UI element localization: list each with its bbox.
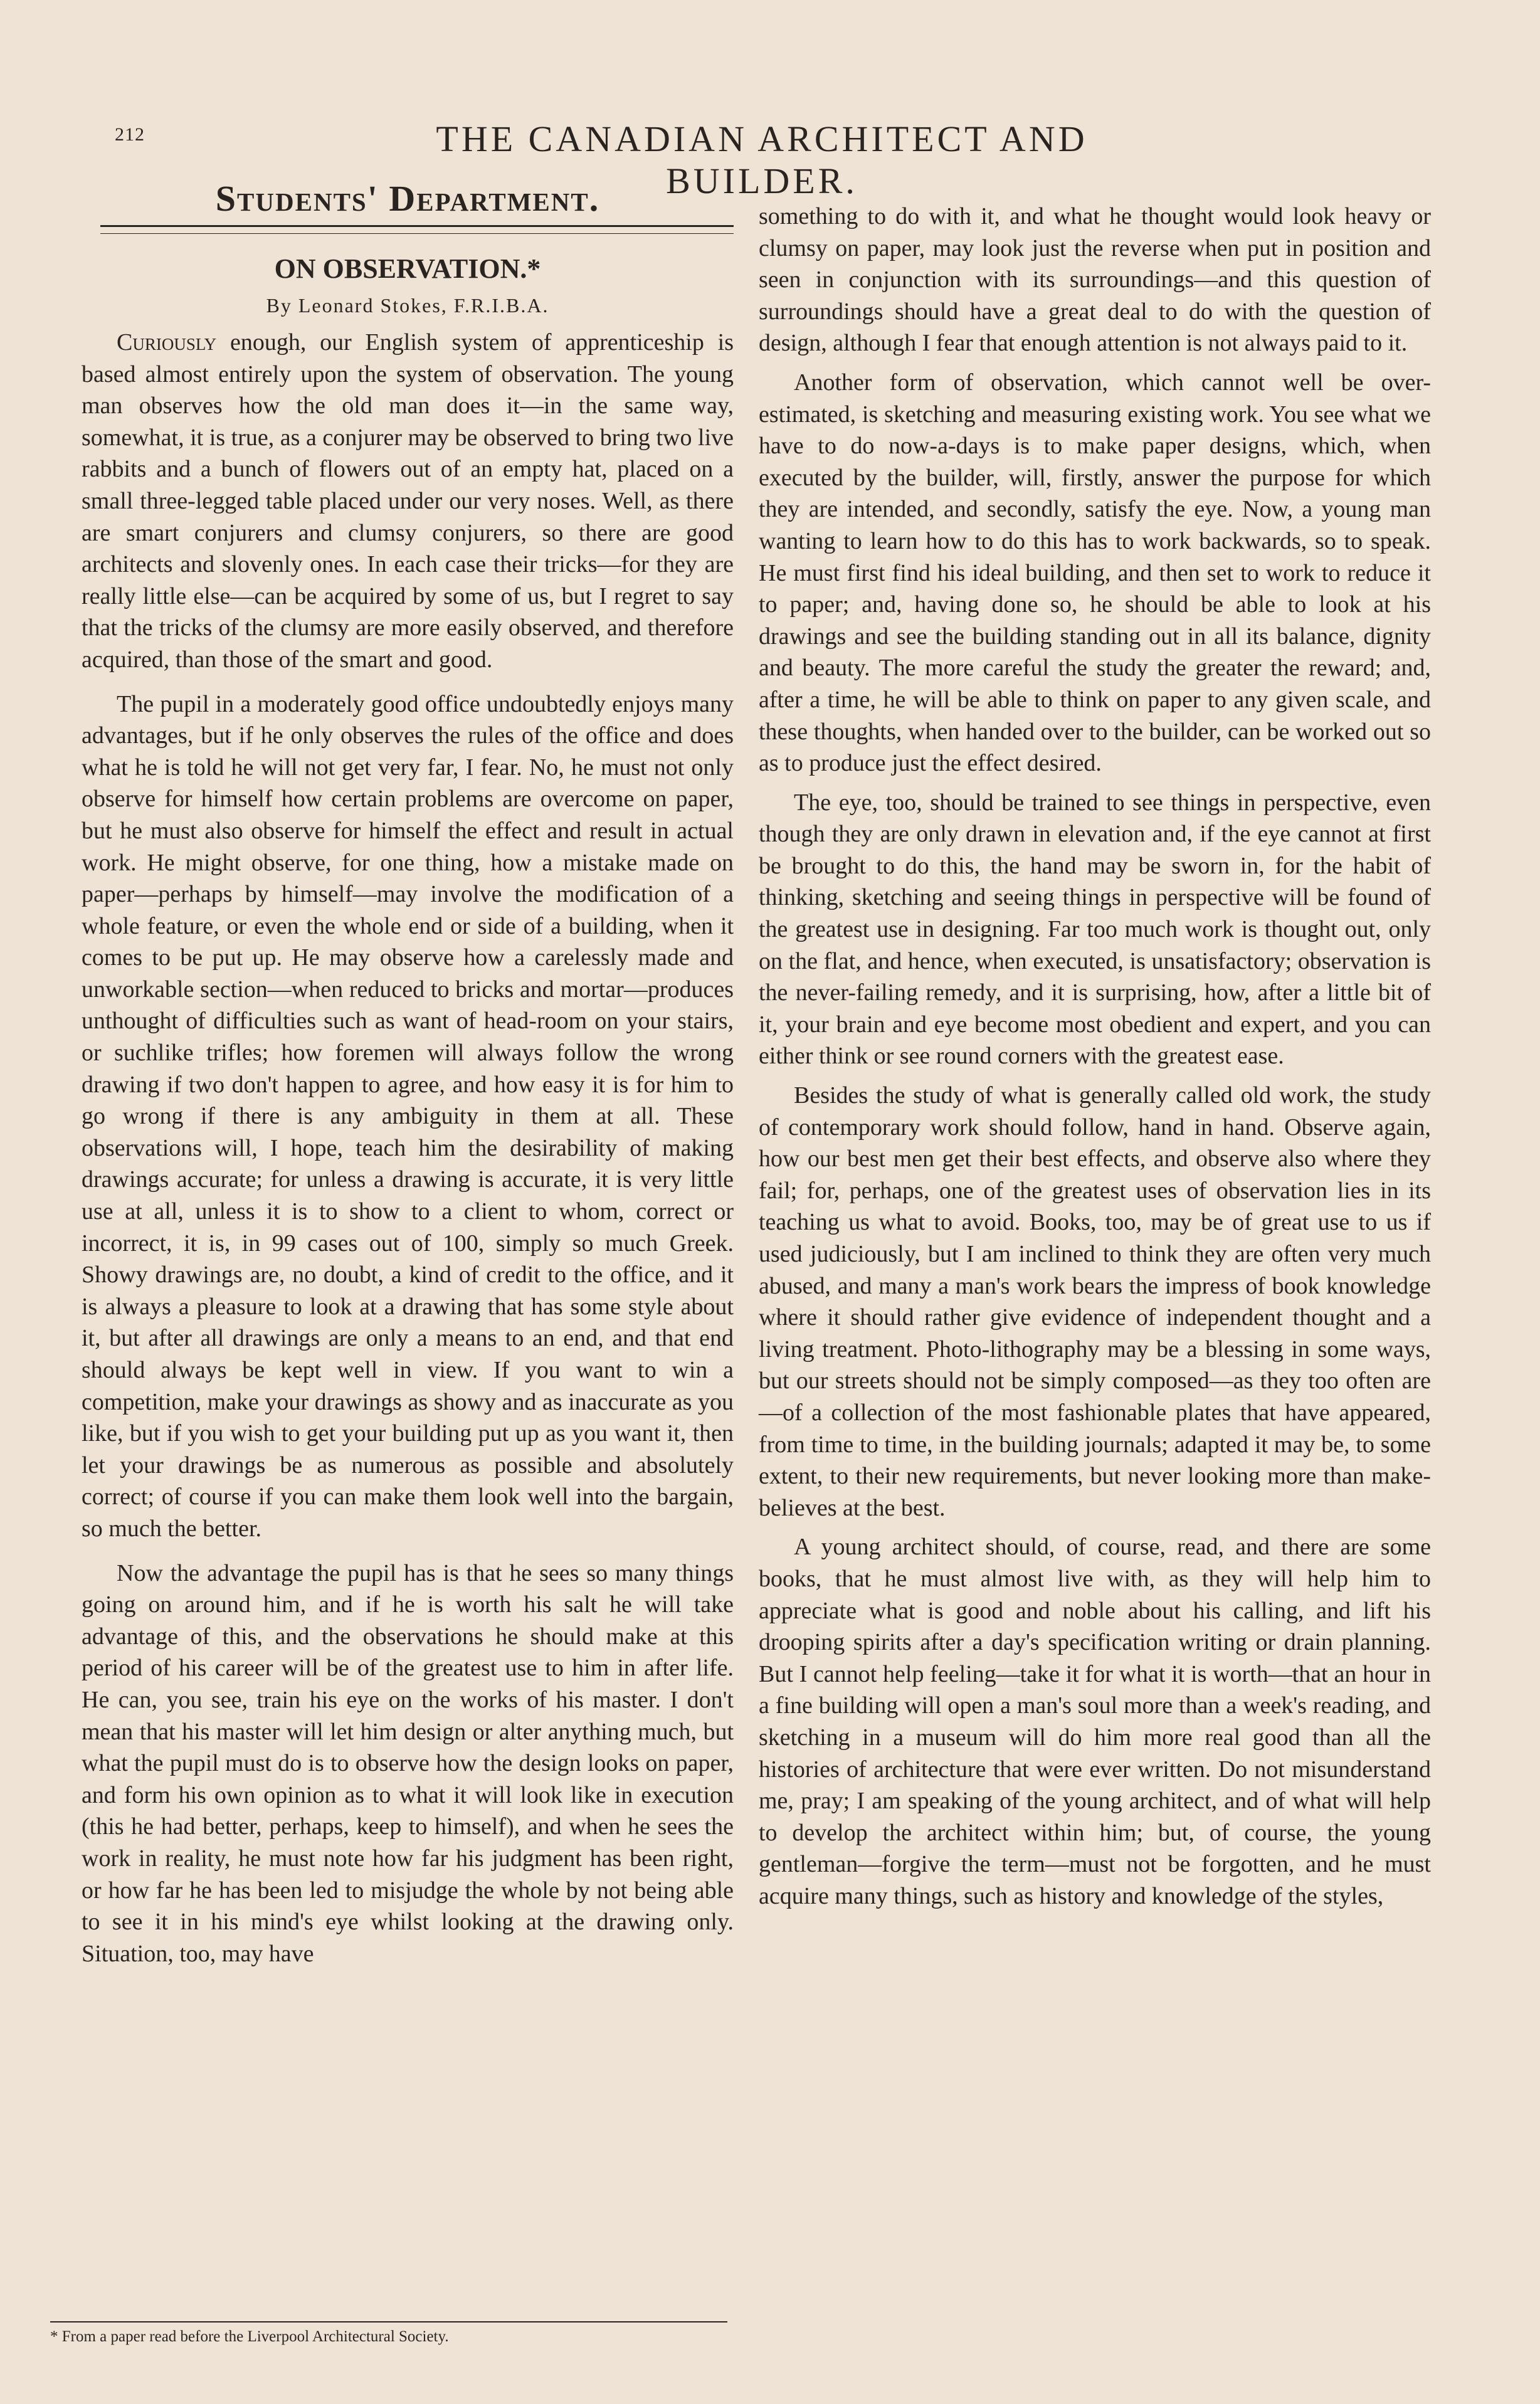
article-title: ON OBSERVATION.*: [274, 253, 541, 284]
page-number: 212: [115, 124, 145, 145]
paragraph-3: Now the advantage the pupil has is that he sees so many things going on around him, and if he is worth his salt he will take advantage of this, and the observations he should make at this period of his career will be of the greatest use to him in after life. He can, you see, train his eye on the works of his master. I don't mean that his master will let him design or alter anything much, but what the pupil must do is to observe how the design looks on paper, and form his own opinion as to what it will look like in execution (this he had better, perhaps, keep to himself), and when he sees the work in reality, he must note how far his judgment has been right, or how far he has been led to misjudge the whole by not being able to see it in his mind's eye whilst looking at the drawing only. Situation, too, may have: [82, 1559, 734, 1967]
department-title: Students' Department.: [215, 178, 600, 219]
right-column: [759, 201, 1431, 1912]
paragraph-1-text: enough, our English system of apprenticeship is based almost entirely upon the system of observation. The young man observes how the old man does it—in the same way, somewhat, it is true, as a conjurer may be observed to bring two live rabbits and a bunch of flowers out of an empty hat, placed on a small three-legged table placed under our very noses. Well, as there are smart conjurers and clumsy conjurers, so there are good architects and slovenly ones. In each case their tricks—for they are really little else—can be acquired by some of us, but I regret to say that the tricks of the clumsy are more easily observed, and therefore acquired, than those of the smart and good.: [82, 329, 734, 673]
left-column: [82, 179, 734, 1969]
running-head: THE CANADIAN ARCHITECT AND BUILDER.: [436, 119, 1088, 201]
paragraph-2: The pupil in a moderately good office undoubtedly enjoys many advantages, but if he only observes the rules of the office and does what he is told he will not get very far, I fear. No, he must not only observe for himself how certain problems are overcome on paper, but he must also observe for himself the effect and result in actual work. He might observe, for one thing, how a mistake made on paper—perhaps by himself—may involve the modification of a whole feature, or even the whole end or side of a building, when it comes to be put up. He may observe how a carelessly made and unworkable section—when reduced to bricks and mortar—produces unthought of difficulties such as want of head-room on your stairs, or suchlike trifles; how foremen will always follow the wrong drawing if two don't happen to agree, and how easy it is for him to go wrong if there is any ambiguity in them at all. These observations will, I hope, teach him the desirability of making drawings accurate; for unless a drawing is accurate, it is very little use at all, unless it is to show to a client to whom, correct or incorrect, it is, in 99 cases out of 100, simply so much Greek. Showy drawings are, no doubt, a kind of credit to the office, and it is always a pleasure to look at a drawing that has some style about it, but after all drawings are only a means to an end, and that end should always be kept well in view. If you want to win a competition, make your drawings as showy and as inaccurate as you like, but if you wish to get your building put up as you want it, then let your drawings be as numerous as possible and absolutely correct; of course if you can make them look well into the bargain, so much the better.: [82, 690, 734, 1542]
paragraph-4: Another form of observation, which cannot well be over-estimated, is sketching and measuring existing work. You see what we have to do now-a-days is to make paper designs, which, when executed by the builder, will, firstly, answer the purpose for which they are intended, and secondly, satisfy the eye. Now, a young man wanting to learn how to do this has to work backwards, so to speak. He must first find his ideal building, and then set to work to reduce it to paper; and, having done so, he should be able to look at his drawings and see the building standing out in all its balance, dignity and beauty. The more careful the study the greater the reward; and, after a time, he will be able to think on paper to any given scale, and these thoughts, when handed over to the builder, can be worked out so as to produce just the effect desired.: [759, 369, 1431, 777]
byline: By Leonard Stokes, F.R.I.B.A.: [266, 294, 549, 317]
paragraph-5: The eye, too, should be trained to see things in perspective, even though they are only drawn in elevation and, if the eye cannot at first be brought to do this, the hand may be sworn in, for the habit of thinking, sketching and seeing things in perspective will be found of the greatest use in designing. Far too much work is thought out, only on the flat, and hence, when executed, is unsatisfactory; observation is the never-failing remedy, and it is surprising, how, after a little bit of it, your brain and eye become most obedient and expert, and you can either think or see round corners with the greatest ease.: [759, 789, 1431, 1070]
footnote-rule: [50, 2321, 727, 2322]
paragraph-7: A young architect should, of course, read, and there are some books, that he must almost live with, as they will help him to appreciate what is good and noble about his calling, and lift his drooping spirits after a day's specification writing or drain planning. But I cannot help feeling—take it for what it is worth—that an hour in a fine building will open a man's soul more than a week's reading, and sketching in a museum will do him more real good than all the histories of architecture that were ever written. Do not misunderstand me, pray; I am speaking of the young architect, and of what will help to develop the architect within him; but, of course, the young gentleman—forgive the term—must not be forgotten, and he must acquire many things, such as history and knowledge of the styles,: [759, 1534, 1431, 1909]
title-rule: [100, 225, 734, 234]
lead-word: Curiously: [117, 329, 217, 356]
paragraph-6: Besides the study of what is generally called old work, the study of contemporary work should follow, hand in hand. Observe again, how our best men get their best effects, and observe also where they fail; for, perhaps, one of the greatest uses of observation lies in its teaching us what to avoid. Books, too, may be of great use to us if used judiciously, but I am inclined to think they are often very much abused, and many a man's work bears the impress of book knowledge where it should rather give evidence of independent thought and a living treatment. Photo-lithography may be a blessing in some ways, but our streets should not be simply composed—as they too often are—of a collection of the most fashionable plates that have appeared, from time to time, in the building journals; adapted it may be, to some extent, to their new requirements, but never looking more than make-believes at the best.: [759, 1082, 1431, 1521]
paragraph-3-continued: something to do with it, and what he thought would look heavy or clumsy on paper, may look just the reverse when put in position and seen in conjunction with its surroundings—and this question of surroundings should have a great deal to do with the question of design, although I fear that enough attention is not always paid to it.: [759, 203, 1431, 357]
footnote: * From a paper read before the Liverpool Architectural Society.: [50, 2328, 449, 2345]
paragraph-1: [82, 327, 734, 676]
